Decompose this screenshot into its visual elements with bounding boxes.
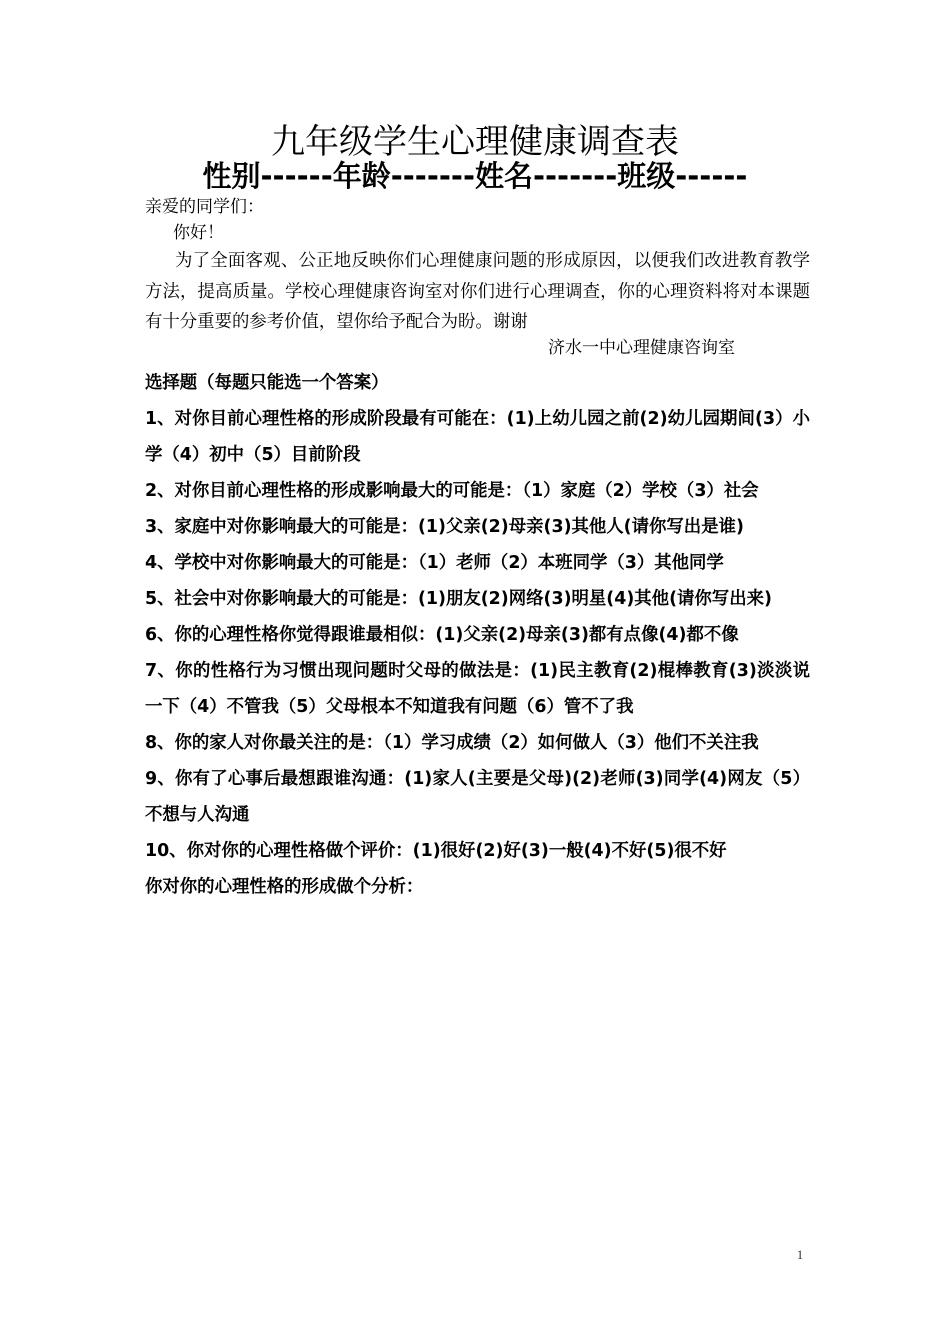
question-6: 6、你的心理性格你觉得跟谁最相似：(1)父亲(2)母亲(3)都有点像(4)都不像	[145, 625, 739, 645]
question-4: 4、学校中对你影响最大的可能是：（1）老师（2）本班同学（3）其他同学	[145, 553, 724, 573]
intro-paragraph: 为了全面客观、公正地反映你们心理健康问题的形成原因，以便我们改进教育教学方法，提高质量。学校心理健康咨询室对你们进行心理调查，你的心理资料将对本课题有十分重要的参考价值，望你给予配合为盼。谢谢	[145, 251, 810, 332]
question-1: 1、对你目前心理性格的形成阶段最有可能在：(1)上幼儿园之前(2)幼儿园期间(3）小学（4）初中（5）目前阶段	[145, 409, 810, 465]
question-10: 10、你对你的心理性格做个评价：(1)很好(2)好(3)一般(4)不好(5)很不好	[145, 841, 727, 861]
page-number: 1	[796, 1247, 804, 1262]
analysis-prompt: 你对你的心理性格的形成做个分析：	[145, 877, 424, 897]
question-2: 2、对你目前心理性格的形成影响最大的可能是：（1）家庭（2）学校（3）社会	[145, 481, 759, 501]
question-7: 7、你的性格行为习惯出现问题时父母的做法是：(1)民主教育(2)棍棒教育(3)淡淡说一下（4）不管我（5）父母根本不知道我有问题（6）管不了我	[145, 661, 810, 717]
hello-line: 你好！	[173, 223, 224, 243]
signature: 济水一中心理健康咨询室	[548, 338, 735, 358]
question-5: 5、社会中对你影响最大的可能是：(1)朋友(2)网络(3)明星(4)其他(请你写出来)	[145, 589, 772, 609]
question-9: 9、你有了心事后最想跟谁沟通：(1)家人(主要是父母)(2)老师(3)同学(4)网友（5）不想与人沟通	[145, 769, 810, 825]
question-8: 8、你的家人对你最关注的是：（1）学习成绩（2）如何做人（3）他们不关注我	[145, 733, 759, 753]
document-title: 九年级学生心理健康调查表	[271, 122, 679, 162]
section-heading: 选择题（每题只能选一个答案）	[145, 373, 389, 393]
greeting: 亲爱的同学们：	[145, 197, 264, 217]
questions-section	[145, 365, 810, 905]
document-subtitle: 性别------年龄-------姓名-------班级------	[202, 159, 748, 193]
question-3: 3、家庭中对你影响最大的可能是：(1)父亲(2)母亲(3)其他人(请你写出是谁)	[145, 517, 744, 537]
